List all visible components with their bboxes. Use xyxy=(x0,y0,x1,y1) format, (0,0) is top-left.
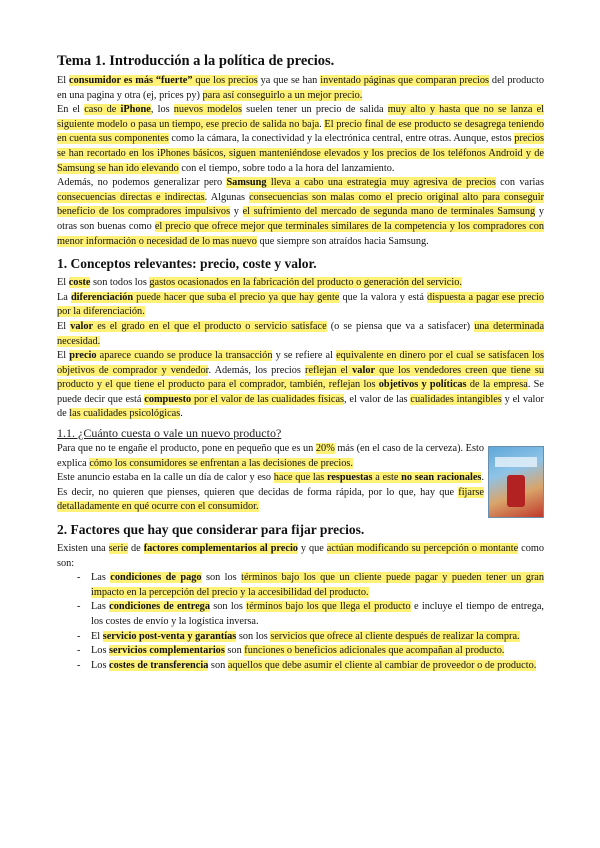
list-item xyxy=(57,630,544,645)
document-content xyxy=(57,52,544,673)
highlighted-text: gastos ocasionados en la fabricación del producto o generación del servicio. xyxy=(149,277,462,289)
paragraph xyxy=(57,349,544,422)
text-run: El xyxy=(57,75,70,86)
bullet-dash-icon: - xyxy=(77,601,81,613)
highlighted-text: el precio que ofrece mejor que terminales similares de la competencia y los compradores con menor información o necesidad de lo mas nuevo xyxy=(57,220,544,247)
text-run: (o se piensa que va a satisfacer) xyxy=(326,320,475,332)
text-run: son los xyxy=(236,630,271,642)
key-term: objetivos y políticas xyxy=(378,379,467,391)
text-run: son xyxy=(208,659,228,671)
section-1-heading: 1. Conceptos relevantes: precio, coste y valor. xyxy=(57,256,317,272)
text-run: . xyxy=(319,118,325,130)
highlighted-text: actúan modificando su percepción o montante xyxy=(326,543,519,555)
section-1-block xyxy=(57,276,544,422)
text-run: Los xyxy=(91,645,110,657)
text-run: son todos los xyxy=(90,277,150,289)
paragraph xyxy=(57,103,544,176)
text-run: más (en el caso de la cerveza). Esto explica xyxy=(57,443,484,469)
highlighted-text: 20% xyxy=(315,443,335,455)
key-term: respuestas xyxy=(326,472,373,484)
subsection-1-1-text xyxy=(57,442,484,515)
paragraph xyxy=(57,74,544,103)
highlighted-text: serie xyxy=(108,543,129,555)
highlighted-text: es el grado en el que el producto o servicio satisface xyxy=(93,320,327,332)
key-term: diferenciación xyxy=(70,291,134,303)
highlighted-text: una determinada necesidad. xyxy=(57,320,545,347)
page-title: Tema 1. Introducción a la política de precios. xyxy=(57,53,335,69)
text-run: , el valor de las xyxy=(344,393,411,405)
highlighted-text: reflejan el xyxy=(305,364,353,376)
text-run: . Algunas xyxy=(204,191,250,203)
highlighted-text: puede hacer que suba el precio ya que hay gente xyxy=(133,291,340,303)
key-term: precio xyxy=(69,350,97,362)
text-run: En el xyxy=(57,104,85,116)
text-run: Las xyxy=(91,601,110,613)
highlighted-text: las cualidades psicológicas xyxy=(69,408,181,420)
text-run: Los xyxy=(91,659,110,671)
highlighted-text: caso de xyxy=(84,104,121,116)
text-run: . xyxy=(180,408,183,420)
subsection-1-1-block xyxy=(57,442,544,515)
text-run: del producto en una pagina y otra (ej, prices py) xyxy=(57,75,544,101)
key-term: consumidor es más “fuerte” xyxy=(69,75,193,86)
key-term: factores complementarios al precio xyxy=(143,543,298,555)
paragraph xyxy=(57,442,484,471)
key-term: servicio post-venta y garantías xyxy=(102,630,237,642)
highlighted-text: términos bajo los que llega el producto xyxy=(246,601,411,613)
key-term: iPhone xyxy=(120,104,151,116)
bullet-dash-icon: - xyxy=(77,645,81,657)
text-run: como la cámara, la conectividad y la electrónica central, entre otras. Aunque, estos xyxy=(168,133,515,145)
highlighted-text: equivalente en dinero por el cual se satisfacen los objetivos de comprador y vendedor xyxy=(57,350,544,376)
highlighted-text: términos bajo los que un cliente puede pagar y pueden tener un gran impacto en la percepción del precio y la accesibilidad del producto. xyxy=(91,572,545,598)
key-term: coste xyxy=(68,277,91,289)
highlighted-text: cualidades intangibles xyxy=(410,393,502,405)
text-run: son los xyxy=(209,601,247,613)
text-run: y otras son buenas como xyxy=(57,206,544,232)
bullet-dash-icon: - xyxy=(77,572,81,584)
text-run: con el tiempo, sobre todo a la hora del lanzamiento. xyxy=(178,162,395,174)
factors-list xyxy=(57,571,544,673)
list-item xyxy=(57,644,544,659)
section-2-heading: 2. Factores que hay que considerar para fijar precios. xyxy=(57,522,365,538)
text-run: que la valora y está xyxy=(339,291,428,303)
highlighted-text: por el valor de las cualidades físicas xyxy=(191,393,345,405)
highlighted-text: hace que las xyxy=(273,472,327,484)
highlighted-text: a este xyxy=(372,472,402,484)
key-term: no sean racionales xyxy=(401,472,482,484)
highlighted-text: dispuesta a pagar ese precio por la diferenciación. xyxy=(57,291,544,318)
list-item xyxy=(57,600,544,629)
paragraph xyxy=(57,471,484,515)
paragraph xyxy=(57,276,544,291)
text-run: Este anuncio estaba en la calle un día de calor y eso xyxy=(57,472,274,484)
text-run: y se refiere al xyxy=(272,350,337,362)
key-term: condiciones de entrega xyxy=(109,601,210,613)
intro-block xyxy=(57,74,544,249)
highlighted-text: consecuencias directas e indirectas xyxy=(57,191,205,203)
bullet-dash-icon: - xyxy=(77,659,81,671)
highlighted-text: precios se han recortado en los iPhones básicos, siguen manteniéndose elevados y los precios de los teléfonos Android y de Samsung se han ido elevando xyxy=(57,133,544,174)
text-run: El xyxy=(91,630,103,642)
key-term: valor xyxy=(352,364,376,376)
text-run: son los xyxy=(201,572,242,584)
text-run: e incluye el tiempo de entrega, los costes de envío y la logística inversa. xyxy=(91,601,544,627)
highlighted-text: inventado páginas que comparan precios xyxy=(320,75,490,86)
key-term: costes de transferencia xyxy=(109,659,209,671)
highlighted-text: el sufrimiento del mercado de segunda mano de terminales Samsung xyxy=(242,206,536,218)
key-term: servicios complementarios xyxy=(109,645,225,657)
text-run: . Además, los precios xyxy=(208,364,306,376)
highlighted-text: muy alto y hasta que no se lanza el siguiente modelo o pasa un tiempo, ese precio de salida no baja xyxy=(57,104,544,130)
highlighted-text: lleva a cabo una estrategia muy agresiva de precios xyxy=(266,177,496,189)
highlighted-text: consecuencias son malas como el precio original alto para conseguir beneficio de los compradores impulsivos xyxy=(57,191,544,218)
highlighted-text: fijarse detalladamente en qué ocurre con el consumidor. xyxy=(57,486,484,513)
bullet-dash-icon: - xyxy=(77,630,81,642)
list-item xyxy=(57,659,544,674)
key-term: condiciones de pago xyxy=(110,572,202,584)
key-term: Samsung xyxy=(226,177,267,189)
ad-image xyxy=(488,446,544,518)
highlighted-text: nuevos modelos xyxy=(173,104,243,116)
text-run: . Se puede decir que está xyxy=(57,379,544,405)
highlighted-text: que los vendedores creen que tiene su producto y el que tiene el producto para el comprador, también, reflejan los xyxy=(57,364,544,391)
paragraph xyxy=(57,176,544,249)
paragraph xyxy=(57,320,544,349)
text-run: ya que se han xyxy=(257,75,321,86)
subsection-1-1-heading: 1.1. ¿Cuánto cuesta o vale un nuevo producto? xyxy=(57,426,282,441)
text-run: suelen tener un precio de salida xyxy=(242,104,388,116)
highlighted-text: aparece cuando se produce la transacción xyxy=(96,350,273,362)
text-run: La xyxy=(57,291,71,303)
key-term: compuesto xyxy=(144,393,192,405)
text-run: , los xyxy=(150,104,174,116)
text-run: Además, no podemos generalizar pero xyxy=(57,177,227,189)
text-run: que siempre son atraídos hacia Samsung. xyxy=(256,235,429,247)
text-run: y el valor de xyxy=(57,393,544,420)
text-run: y que xyxy=(297,543,327,555)
highlighted-text: servicios que ofrece al cliente después de realizar la compra. xyxy=(270,630,520,642)
text-run: como son: xyxy=(57,543,545,569)
highlighted-text: de la empresa xyxy=(466,379,528,391)
text-run: El xyxy=(57,277,69,289)
highlighted-text: El precio final de ese producto se desagrega teniendo en cuenta sus componentes xyxy=(57,118,544,145)
text-run: de xyxy=(128,543,144,555)
text-run: Para que no te engañe el producto, pone en pequeño que es un xyxy=(57,443,316,455)
text-run: . Es decir, no quieren que pienses, quieren que decidas de forma rápida, por lo que, hay que xyxy=(57,472,485,498)
highlighted-text: aquellos que debe asumir el cliente al cambiar de proveedor o de producto. xyxy=(227,659,537,671)
text-run: y xyxy=(230,206,243,218)
text-run: El xyxy=(57,350,70,362)
section-2-intro xyxy=(57,542,544,571)
paragraph xyxy=(57,291,544,320)
ad-image-product xyxy=(507,475,525,507)
highlighted-text: funciones o beneficios adicionales que acompañan al producto. xyxy=(244,645,505,657)
ad-image-band xyxy=(495,457,537,467)
list-item xyxy=(57,571,544,600)
text-run: son xyxy=(224,645,245,657)
text-run: Existen una xyxy=(57,543,109,555)
text-run: El xyxy=(57,320,71,332)
highlighted-text: cómo los consumidores se enfrentan a las decisiones de precios. xyxy=(89,457,353,469)
highlighted-text: que los precios xyxy=(192,75,258,86)
highlighted-text: para así conseguirlo a un mejor precio. xyxy=(202,89,363,101)
text-run: con varias xyxy=(495,177,544,189)
text-run: Las xyxy=(91,572,111,584)
key-term: valor xyxy=(70,320,94,332)
